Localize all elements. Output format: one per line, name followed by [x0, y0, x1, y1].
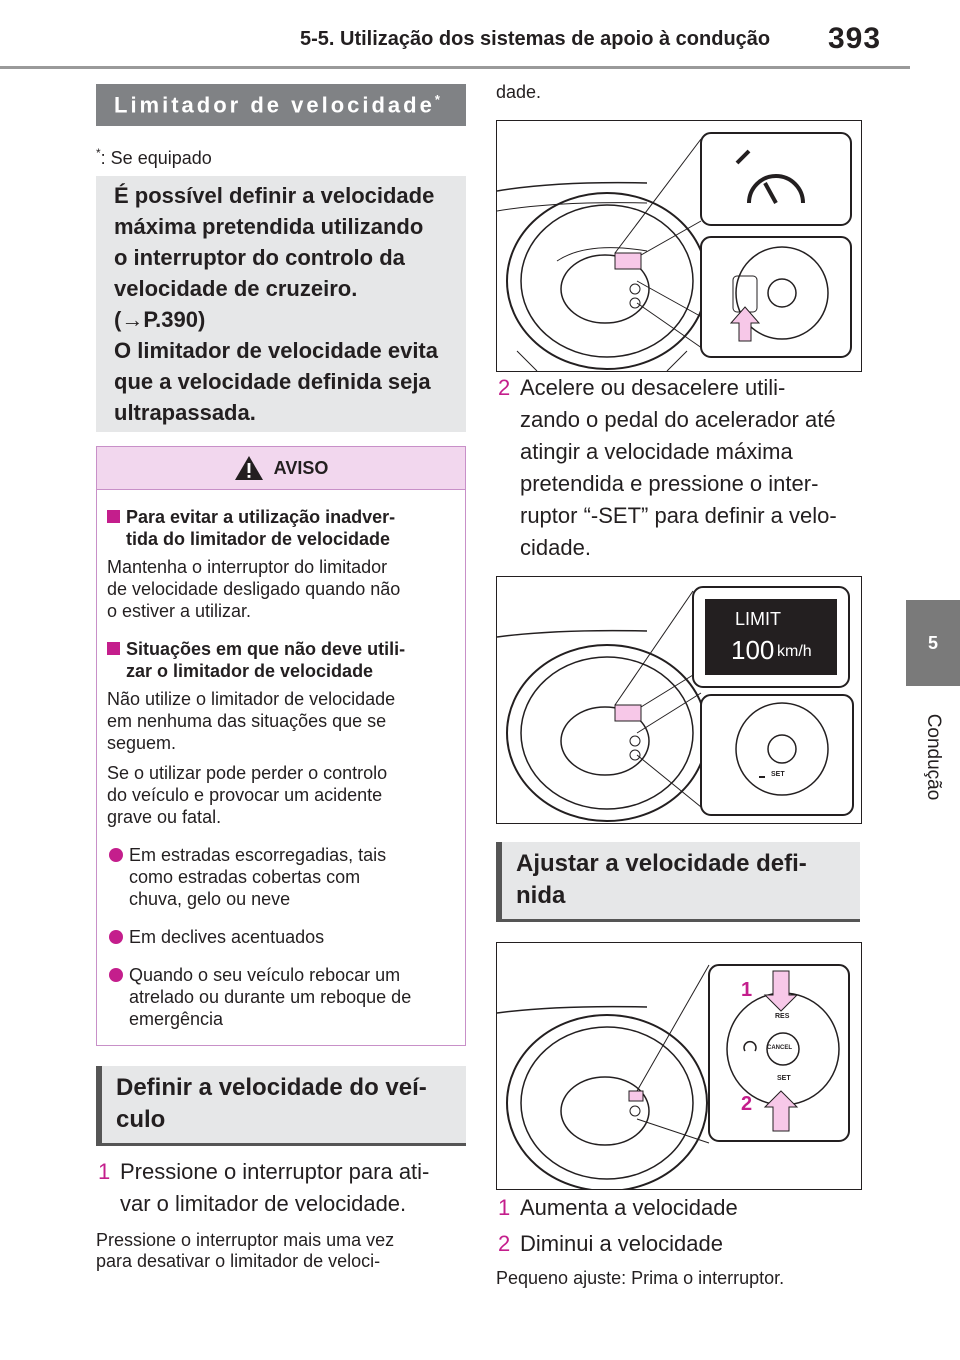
warning-bullet	[107, 964, 453, 1030]
warning-triangle-icon	[234, 455, 264, 481]
warning-line: Se o utilizar pode perder o controlo	[107, 763, 388, 783]
step-1-note-continued: dade.	[496, 82, 542, 102]
lead-line: que a velocidade definida seja	[114, 369, 431, 394]
item-text: Aumenta a velocidade	[520, 1195, 738, 1220]
round-bullet-icon	[109, 968, 123, 982]
limit-display-value: 100	[731, 635, 775, 665]
limit-display	[705, 599, 837, 675]
lead-line: velocidade de cruzeiro.	[114, 276, 358, 301]
warning-subheading-line: Situações em que não deve utili-	[126, 639, 406, 659]
round-bullet-icon	[109, 848, 123, 862]
set-label: SET	[777, 1075, 791, 1082]
step-line: var o limitador de velocidade.	[120, 1191, 407, 1216]
adjust-item-2	[498, 1228, 723, 1260]
header-rule	[0, 66, 910, 69]
lead-line: É possível definir a velocidade	[114, 183, 435, 208]
chapter-label-text: Condução	[923, 713, 944, 801]
warning-line: Quando o seu veículo rebocar um	[129, 965, 401, 985]
lead-line: O limitador de velocidade evita	[114, 338, 438, 363]
cancel-label: CANCEL	[767, 1045, 792, 1051]
step-line: cidade.	[520, 535, 591, 560]
figure-adjust-switch	[496, 942, 862, 1190]
section-title-adjust	[496, 842, 860, 922]
adjust-note: Pequeno ajuste: Prima o interruptor.	[496, 1268, 785, 1288]
figure-limit-display	[496, 576, 862, 824]
section-title-set-speed	[96, 1066, 466, 1146]
section-title-limiter	[96, 84, 466, 126]
adjust-item-1	[498, 1192, 738, 1224]
section-title-line: culo	[116, 1106, 166, 1133]
warning-line: do veículo e provocar um acidente	[107, 785, 383, 805]
steering-wheel-illustration	[497, 121, 861, 371]
round-bullet-icon	[109, 930, 123, 944]
chapter-label	[906, 692, 960, 822]
step-2	[498, 372, 837, 564]
warning-line: de velocidade desligado quando não	[107, 579, 401, 599]
section-title-line: Definir a velocidade do veí-	[116, 1074, 427, 1101]
section-title-line: nida	[516, 882, 566, 909]
warning-subheading-line: zar o limitador de velocidade	[126, 661, 374, 681]
step-line: atingir a velocidade máxima	[520, 439, 793, 464]
equipped-note-text: : Se equipado	[100, 148, 212, 168]
item-number: 1	[498, 1195, 511, 1220]
step-1	[98, 1156, 429, 1220]
warning-box	[96, 446, 466, 1046]
lead-line: o interruptor do controlo da	[114, 245, 405, 270]
warning-line: chuva, gelo ou neve	[129, 889, 291, 909]
equipped-note	[96, 146, 212, 169]
square-bullet-icon	[107, 510, 120, 523]
step-number: 1	[98, 1159, 111, 1184]
step-1-note	[96, 1230, 394, 1272]
warning-bullet	[107, 844, 453, 910]
item-text: Diminui a velocidade	[520, 1231, 723, 1256]
warning-paragraph	[107, 762, 453, 828]
step-line: Acelere ou desacelere utili-	[520, 375, 786, 400]
header-title: 5-5. Utilização dos sistemas de apoio à condução	[300, 28, 771, 50]
warning-line: emergência	[129, 1009, 224, 1029]
step-line: ruptor “-SET” para definir a velo-	[520, 503, 837, 528]
step-line: pretendida e pressione o inter-	[520, 471, 819, 496]
lead-line: máxima pretendida utilizando	[114, 214, 424, 239]
limit-display-unit: km/h	[777, 643, 812, 660]
warning-line: como estradas cobertas com	[129, 867, 361, 887]
callout-1: 1	[741, 979, 753, 1001]
warning-line: grave ou fatal.	[107, 807, 222, 827]
warning-header	[97, 447, 465, 490]
lead-box	[96, 176, 466, 432]
equipped-note-mark: *	[96, 146, 101, 160]
limit-display-label: LIMIT	[735, 609, 782, 629]
lead-line: ultrapassada.	[114, 400, 256, 425]
warning-subheading	[107, 506, 453, 550]
warning-line: atrelado ou durante um reboque de	[129, 987, 412, 1007]
warning-bullet	[107, 926, 453, 948]
figure-limiter-switch	[496, 120, 862, 372]
warning-paragraph	[107, 688, 453, 754]
warning-subheading-line: tida do limitador de velocidade	[126, 529, 391, 549]
warning-subheading	[107, 638, 453, 682]
callout-2: 2	[741, 1093, 753, 1115]
chapter-tab	[906, 600, 960, 686]
warning-line: Não utilize o limitador de velocidade	[107, 689, 396, 709]
warning-line: em nenhuma das situações que se	[107, 711, 387, 731]
step-number: 2	[498, 375, 511, 400]
warning-line: Em declives acentuados	[129, 927, 325, 947]
step-line: Pressione o interruptor para ati-	[120, 1159, 430, 1184]
lead-line: (→P.390)	[114, 307, 206, 332]
warning-line: Mantenha o interruptor do limitador	[107, 557, 388, 577]
warning-line: Em estradas escorregadias, tais	[129, 845, 387, 865]
warning-title: AVISO	[273, 457, 329, 478]
set-switch-label: SET	[771, 771, 785, 778]
warning-line: seguem.	[107, 733, 177, 753]
warning-subheading-line: Para evitar a utilização inadver-	[126, 507, 396, 527]
section-title-line: Ajustar a velocidade defi-	[516, 850, 807, 877]
res-label: RES	[775, 1013, 790, 1020]
limiter-title: Limitador de velocidade	[114, 92, 435, 118]
chapter-number: 5	[927, 632, 938, 653]
note-line: para desativar o limitador de veloci-	[96, 1251, 381, 1271]
limiter-title-mark: *	[434, 92, 443, 107]
square-bullet-icon	[107, 642, 120, 655]
note-line: Pressione o interruptor mais uma vez	[96, 1230, 395, 1250]
item-number: 2	[498, 1231, 511, 1256]
steering-wheel-illustration	[497, 943, 861, 1189]
warning-paragraph	[107, 556, 453, 622]
step-line: zando o pedal do acelerador até	[520, 407, 836, 432]
page-number: 393	[828, 22, 882, 55]
warning-line: o estiver a utilizar.	[107, 601, 252, 621]
